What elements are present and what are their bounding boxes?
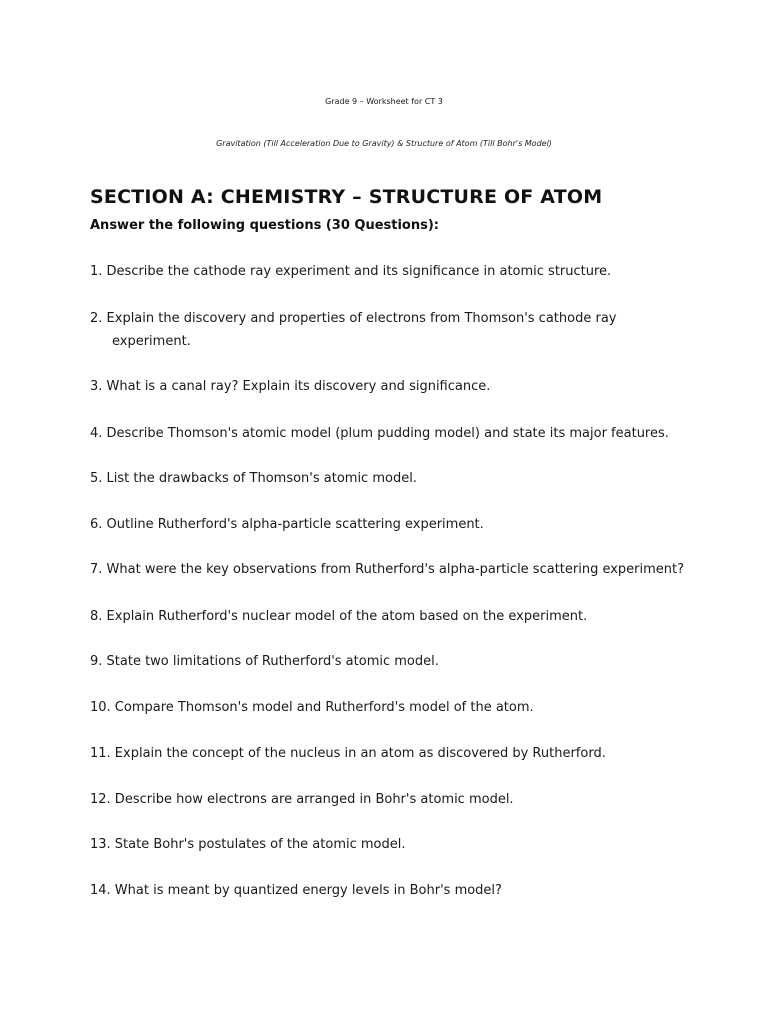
question-item [90,467,700,490]
question-text: 10. Compare Thomson's model and Rutherford's model of the atom. [90,700,534,715]
question-text: 2. Explain the discovery and properties of electrons from Thomson's cathode ray [90,311,617,326]
question-item [90,788,700,811]
question-text: 3. What is a canal ray? Explain its discovery and significance. [90,379,491,394]
question-item [90,307,700,353]
question-item [90,375,700,398]
page-title: Grade 9 – Worksheet for CT 3 [325,97,443,106]
section-instructions: Answer the following questions (30 Questions): [90,218,440,233]
question-text: 11. Explain the concept of the nucleus in an atom as discovered by Rutherford. [90,746,606,761]
question-item [90,696,700,719]
question-item [90,260,700,283]
question-item [90,513,700,536]
question-text: 6. Outline Rutherford's alpha-particle scattering experiment. [90,517,484,532]
question-text: 9. State two limitations of Rutherford's atomic model. [90,654,439,669]
question-text: 7. What were the key observations from Rutherford's alpha-particle scattering experiment? [90,562,685,577]
question-item [90,833,700,856]
question-text-continuation: experiment. [112,334,191,349]
question-text: 4. Describe Thomson's atomic model (plum pudding model) and state its major features. [90,426,669,441]
section-heading: SECTION A: CHEMISTRY – STRUCTURE OF ATOM [90,186,603,208]
question-item [90,605,700,628]
question-item [90,650,700,673]
question-item [90,558,700,581]
question-item [90,879,700,902]
question-text: 14. What is meant by quantized energy levels in Bohr's model? [90,883,502,898]
question-text: 5. List the drawbacks of Thomson's atomic model. [90,471,417,486]
question-text: 8. Explain Rutherford's nuclear model of the atom based on the experiment. [90,609,588,624]
question-item [90,422,700,445]
page-subtitle: Gravitation (Till Acceleration Due to Gravity) & Structure of Atom (Till Bohr's Model) [216,139,552,148]
question-item [90,742,700,765]
question-text: 1. Describe the cathode ray experiment and its significance in atomic structure. [90,264,612,279]
question-text: 13. State Bohr's postulates of the atomic model. [90,837,406,852]
question-text: 12. Describe how electrons are arranged in Bohr's atomic model. [90,792,514,807]
